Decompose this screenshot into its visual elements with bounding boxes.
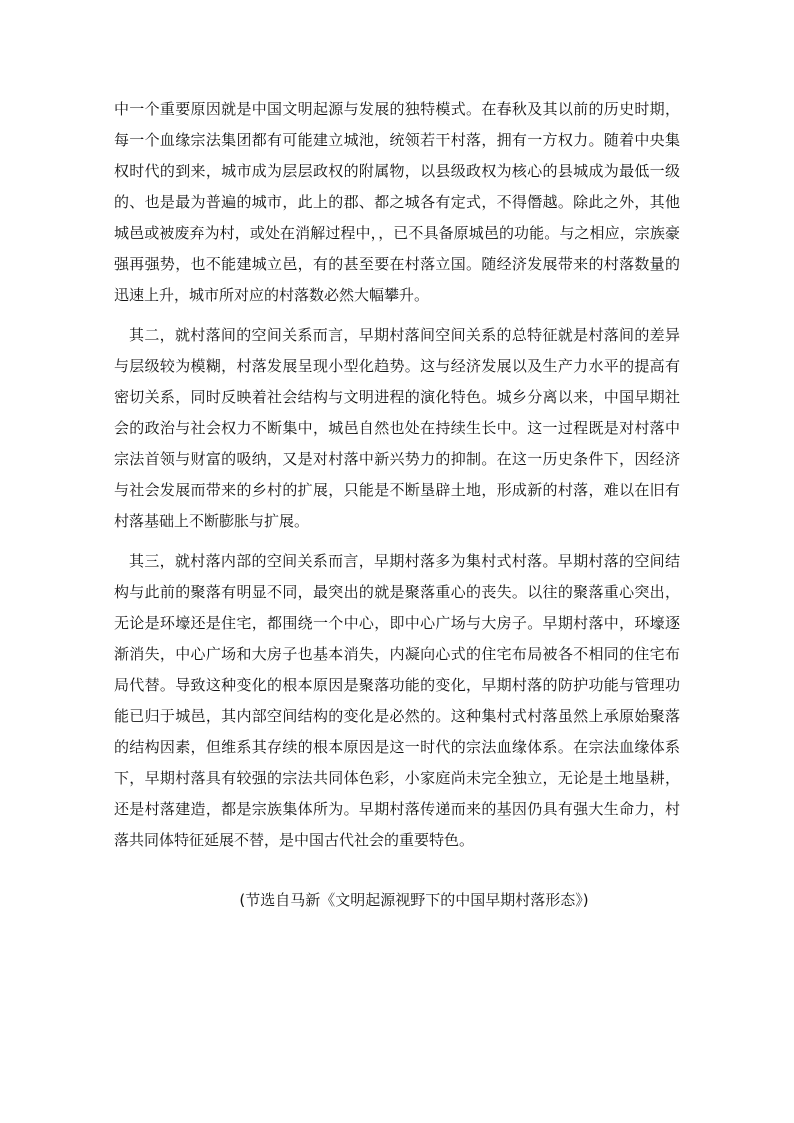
paragraph-2: 其二，就村落间的空间关系而言，早期村落间空间关系的总特征就是村落间的差异与层级较为模糊，村落发展呈现小型化趋势。这与经济发展以及生产力水平的提高有密切关系，同时反映着社会结构与文明进程的演化特色。城乡分离以来，中国早期社会的政治与社会权力不断集中，城邑自然也处在持续生长中。这一过程既是对村落中宗法首领与财富的吸纳，又是对村落中新兴势力的抑制。在这一历史条件下，因经济与社会发展而带来的乡村的扩展，只能是不断垦辟土地，形成新的村落，难以在旧有村落基础上不断膨胀与扩展。 [114,326,680,530]
source-citation: (节选自马新《文明起源视野下的中国早期村落形态》) [239,891,589,909]
paragraph-3: 其三，就村落内部的空间关系而言，早期村落多为集村式村落。早期村落的空间结构与此前的聚落有明显不同，最突出的就是聚落重心的丧失。以往的聚落重心突出，无论是环壕还是住宅，都围绕一个中心，即中心广场与大房子。早期村落中，环壕逐渐消失，中心广场和大房子也基本消失，内凝向心式的住宅布局被各不相同的住宅布局代替。导致这种变化的根本原因是聚落功能的变化，早期村落的防护功能与管理功能已归于城邑，其内部空间结构的变化是必然的。这种集村式村落虽然上承原始聚落的结构因素，但维系其存续的根本原因是这一时代的宗法血缘体系。在宗法血缘体系下，早期村落具有较强的宗法共同体色彩，小家庭尚未完全独立，无论是土地垦耕，还是村落建造，都是宗族集体所为。早期村落传递而来的基因仍具有强大生命力，村落共同体特征延展不替，是中国古代社会的重要特色。 [114,552,680,849]
document-page [114,94,680,916]
paragraph-1: 中一个重要原因就是中国文明起源与发展的独特模式。在春秋及其以前的历史时期，每一个血缘宗法集团都有可能建立城池，统领若干村落，拥有一方权力。随着中央集权时代的到来，城市成为层层政权的附属物，以县级政权为核心的县城成为最低一级的、也是最为普遍的城市，此上的郡、都之城各有定式，不得僭越。除此之外，其他城邑或被废弃为村，或处在消解过程中，，已不具备原城邑的功能。与之相应，宗族豪强再强势，也不能建城立邑，有的甚至要在村落立国。随经济发展带来的村落数量的迅速上升，城市所对应的村落数必然大幅攀升。 [114,100,680,304]
